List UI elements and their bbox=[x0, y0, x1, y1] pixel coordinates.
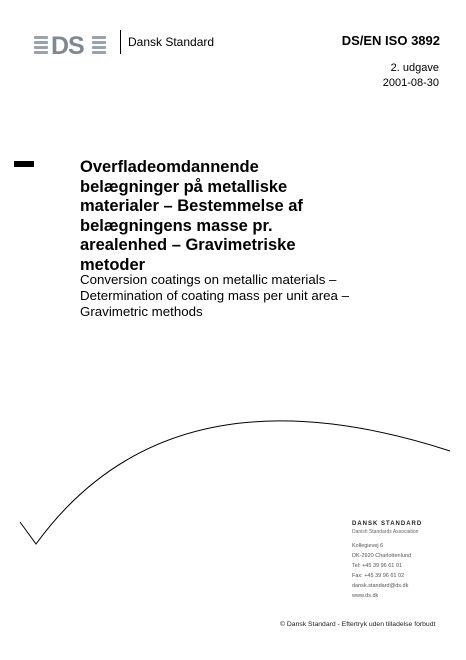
publisher-name: Dansk Standard bbox=[128, 35, 215, 49]
title-danish-line: belægninger på metalliske bbox=[80, 177, 288, 196]
logo-text: DS bbox=[51, 32, 84, 60]
title-danish-line: Overfladeomdannende bbox=[80, 158, 259, 176]
publication-date: 2001-08-30 bbox=[382, 77, 439, 89]
contact-block bbox=[352, 519, 422, 601]
edition: 2. udgave bbox=[390, 62, 439, 74]
contact-city: DK-2920 Charlottenlund bbox=[352, 553, 412, 559]
title-english-line: Conversion coatings on metallic materials – bbox=[80, 272, 337, 287]
title-danish-line: belægningens masse pr. bbox=[80, 216, 273, 235]
contact-subtitle: Danish Standards Association bbox=[352, 529, 419, 535]
contact-website: www.ds.dk bbox=[352, 593, 379, 599]
title-english-line: Gravimetric methods bbox=[80, 303, 203, 319]
copyright-notice: © Dansk Standard - Eftertryk uden tilladelse forbudt bbox=[280, 621, 436, 628]
title-danish-line: materialer – Bestemmelse af bbox=[80, 197, 303, 215]
title-danish-line: arealenhed – Gravimetriske bbox=[80, 236, 296, 254]
title-danish-line: metoder bbox=[80, 255, 146, 274]
title-english-line: Determination of coating mass per unit area – bbox=[80, 287, 350, 303]
contact-brand: DANSK STANDARD bbox=[352, 521, 423, 527]
contact-email: dansk.standard@ds.dk bbox=[352, 583, 409, 589]
contact-address: Kollegievej 6 bbox=[352, 543, 384, 549]
contact-phone: Tel: +45 39 96 61 01 bbox=[352, 563, 402, 569]
standard-number: DS/EN ISO 3892 bbox=[341, 33, 440, 48]
contact-fax: Fax: +45 39 96 61 02 bbox=[352, 573, 405, 579]
